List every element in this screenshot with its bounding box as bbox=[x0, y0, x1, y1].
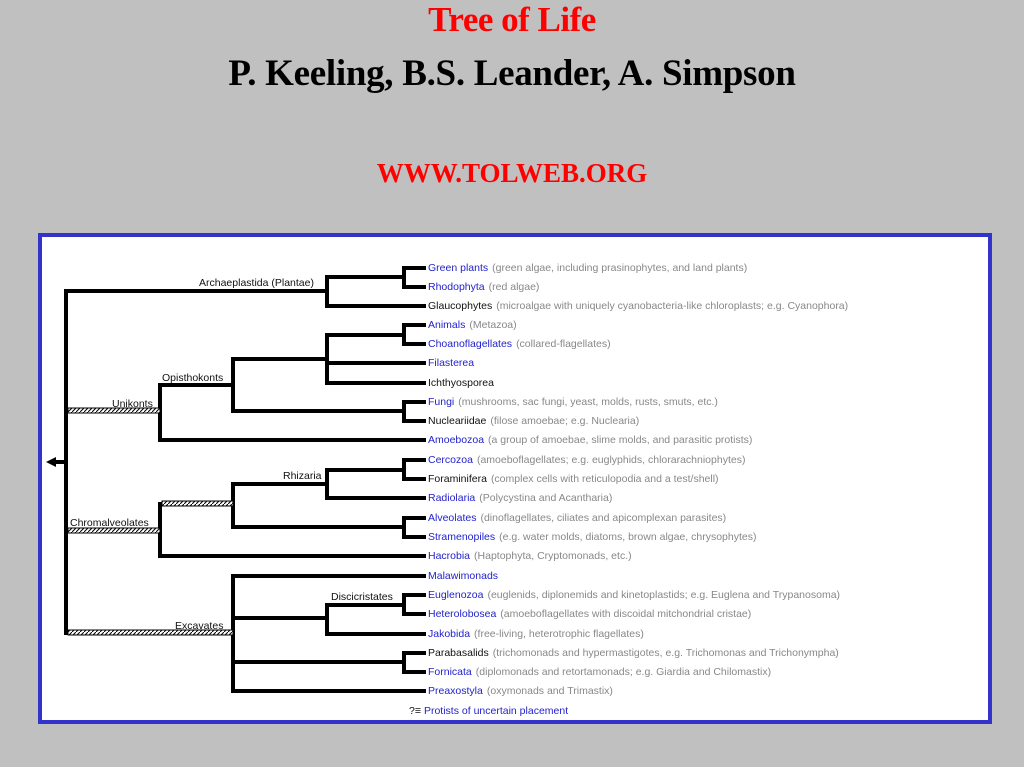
leaf-fornicata bbox=[428, 664, 771, 680]
uncertain-placement-row bbox=[409, 703, 568, 719]
leaf-description: (Metazoa) bbox=[469, 319, 517, 331]
leaf-link[interactable]: Cercozoa bbox=[428, 454, 473, 466]
leaf-description: (amoeboflagellates with discoidal mitchondrial cristae) bbox=[500, 608, 752, 620]
leaf-description: (green algae, including prasinophytes, and land plants) bbox=[492, 262, 748, 274]
uncertain-placement-link[interactable]: Protists of uncertain placement bbox=[423, 705, 569, 717]
leaf-nucleariidae bbox=[428, 413, 639, 429]
leaf-glaucophytes bbox=[428, 298, 848, 314]
leaf-description: (free-living, heterotrophic flagellates) bbox=[474, 628, 644, 640]
leaf-rhodophyta bbox=[428, 279, 539, 295]
page-title: Tree of Life bbox=[428, 0, 596, 39]
leaf-foraminifera bbox=[428, 471, 719, 487]
leaf-animals bbox=[428, 317, 517, 333]
leaf-name: Ichthyosporea bbox=[428, 377, 494, 389]
leaf-malawimonads bbox=[428, 568, 498, 584]
leaf-link[interactable]: Jakobida bbox=[428, 628, 471, 640]
leaf-name: Parabasalids bbox=[428, 647, 489, 659]
leaf-link[interactable]: Choanoflagellates bbox=[428, 338, 513, 350]
leaf-link[interactable]: Amoebozoa bbox=[428, 434, 485, 446]
clade-excavates[interactable]: Excavates bbox=[175, 620, 224, 632]
chromalveolates-inner-branch bbox=[162, 501, 233, 506]
leaf-description: (microalgae with uniquely cyanobacteria-like chloroplasts; e.g. Cyanophora) bbox=[496, 300, 849, 312]
leaf-description: (dinoflagellates, ciliates and apicomplexan parasites) bbox=[480, 512, 727, 524]
leaf-jakobida bbox=[428, 626, 644, 642]
leaf-description: (a group of amoebae, slime molds, and parasitic protists) bbox=[488, 434, 753, 446]
leaf-link[interactable]: Preaxostyla bbox=[428, 685, 483, 697]
leaf-green-plants bbox=[428, 260, 747, 276]
leaf-link[interactable]: Fungi bbox=[428, 396, 455, 408]
leaf-name: Nucleariidae bbox=[428, 415, 487, 427]
leaf-euglenozoa bbox=[428, 587, 840, 603]
leaf-link[interactable]: Green plants bbox=[428, 262, 489, 274]
clade-unikonts[interactable]: Unikonts bbox=[112, 398, 153, 410]
leaf-description: (Polycystina and Acantharia) bbox=[479, 492, 613, 504]
leaf-stramenopiles bbox=[428, 529, 757, 545]
leaf-description: (filose amoebae; e.g. Nuclearia) bbox=[490, 415, 640, 427]
clade-chromalveolates[interactable]: Chromalveolates bbox=[70, 517, 149, 529]
leaf-link[interactable]: Fornicata bbox=[428, 666, 472, 678]
leaf-cercozoa bbox=[428, 452, 745, 468]
leaf-link[interactable]: Radiolaria bbox=[428, 492, 476, 504]
leaf-ichthyosporea bbox=[428, 375, 494, 391]
leaf-description: (red algae) bbox=[488, 281, 540, 293]
leaf-alveolates bbox=[428, 510, 726, 526]
website-url: WWW.TOLWEB.ORG bbox=[376, 158, 648, 188]
leaf-amoebozoa bbox=[428, 432, 752, 448]
leaf-name: Foraminifera bbox=[428, 473, 487, 485]
leaf-link[interactable]: Euglenozoa bbox=[428, 589, 484, 601]
leaf-link[interactable]: Filasterea bbox=[428, 357, 475, 369]
leaf-hacrobia bbox=[428, 548, 632, 564]
leaf-parabasalids bbox=[428, 645, 839, 661]
leaf-choanoflagellates bbox=[428, 336, 611, 352]
clade-discicristates[interactable]: Discicristates bbox=[331, 591, 393, 603]
leaf-radiolaria bbox=[428, 490, 612, 506]
leaf-link[interactable]: Rhodophyta bbox=[428, 281, 485, 293]
leaf-description: (euglenids, diplonemids and kinetoplastids; e.g. Euglena and Trypanosoma) bbox=[487, 589, 841, 601]
leaf-link[interactable]: Heterolobosea bbox=[428, 608, 497, 620]
leaf-description: (trichomonads and hypermastigotes, e.g. Trichomonas and Trichonympha) bbox=[492, 647, 839, 659]
left-arrow-icon[interactable] bbox=[46, 457, 56, 467]
leaf-description: (e.g. water molds, diatoms, brown algae, chrysophytes) bbox=[499, 531, 757, 543]
clade-rhizaria[interactable]: Rhizaria bbox=[283, 470, 322, 482]
leaf-description: (amoeboflagellates; e.g. euglyphids, chlorarachniophytes) bbox=[476, 454, 746, 466]
leaf-fungi bbox=[428, 394, 718, 410]
leaf-description: (complex cells with reticulopodia and a test/shell) bbox=[490, 473, 719, 485]
leaf-description: (Haptophyta, Cryptomonads, etc.) bbox=[474, 550, 632, 562]
leaf-preaxostyla bbox=[428, 683, 613, 699]
leaf-link[interactable]: Stramenopiles bbox=[428, 531, 496, 543]
leaf-description: (diplomonads and retortamonads; e.g. Giardia and Chilomastix) bbox=[475, 666, 772, 678]
leaf-link[interactable]: Hacrobia bbox=[428, 550, 471, 562]
leaf-description: (collared-flagellates) bbox=[516, 338, 611, 350]
leaf-description: (mushrooms, sac fungi, yeast, molds, rusts, smuts, etc.) bbox=[458, 396, 718, 408]
leaf-link[interactable]: Malawimonads bbox=[428, 570, 499, 582]
leaf-heterolobosea bbox=[428, 606, 751, 622]
leaf-name: Glaucophytes bbox=[428, 300, 493, 312]
authors-line: P. Keeling, B.S. Leander, A. Simpson bbox=[228, 53, 796, 94]
clade-opisthokonts[interactable]: Opisthokonts bbox=[162, 372, 224, 384]
leaf-filasterea bbox=[428, 355, 474, 371]
clade-archaeplastida[interactable]: Archaeplastida (Plantae) bbox=[199, 277, 314, 289]
leaf-description: (oxymonads and Trimastix) bbox=[486, 685, 613, 697]
leaf-link[interactable]: Animals bbox=[428, 319, 466, 331]
leaf-link[interactable]: Alveolates bbox=[428, 512, 477, 524]
uncertain-icon: ?≡ bbox=[409, 705, 421, 717]
